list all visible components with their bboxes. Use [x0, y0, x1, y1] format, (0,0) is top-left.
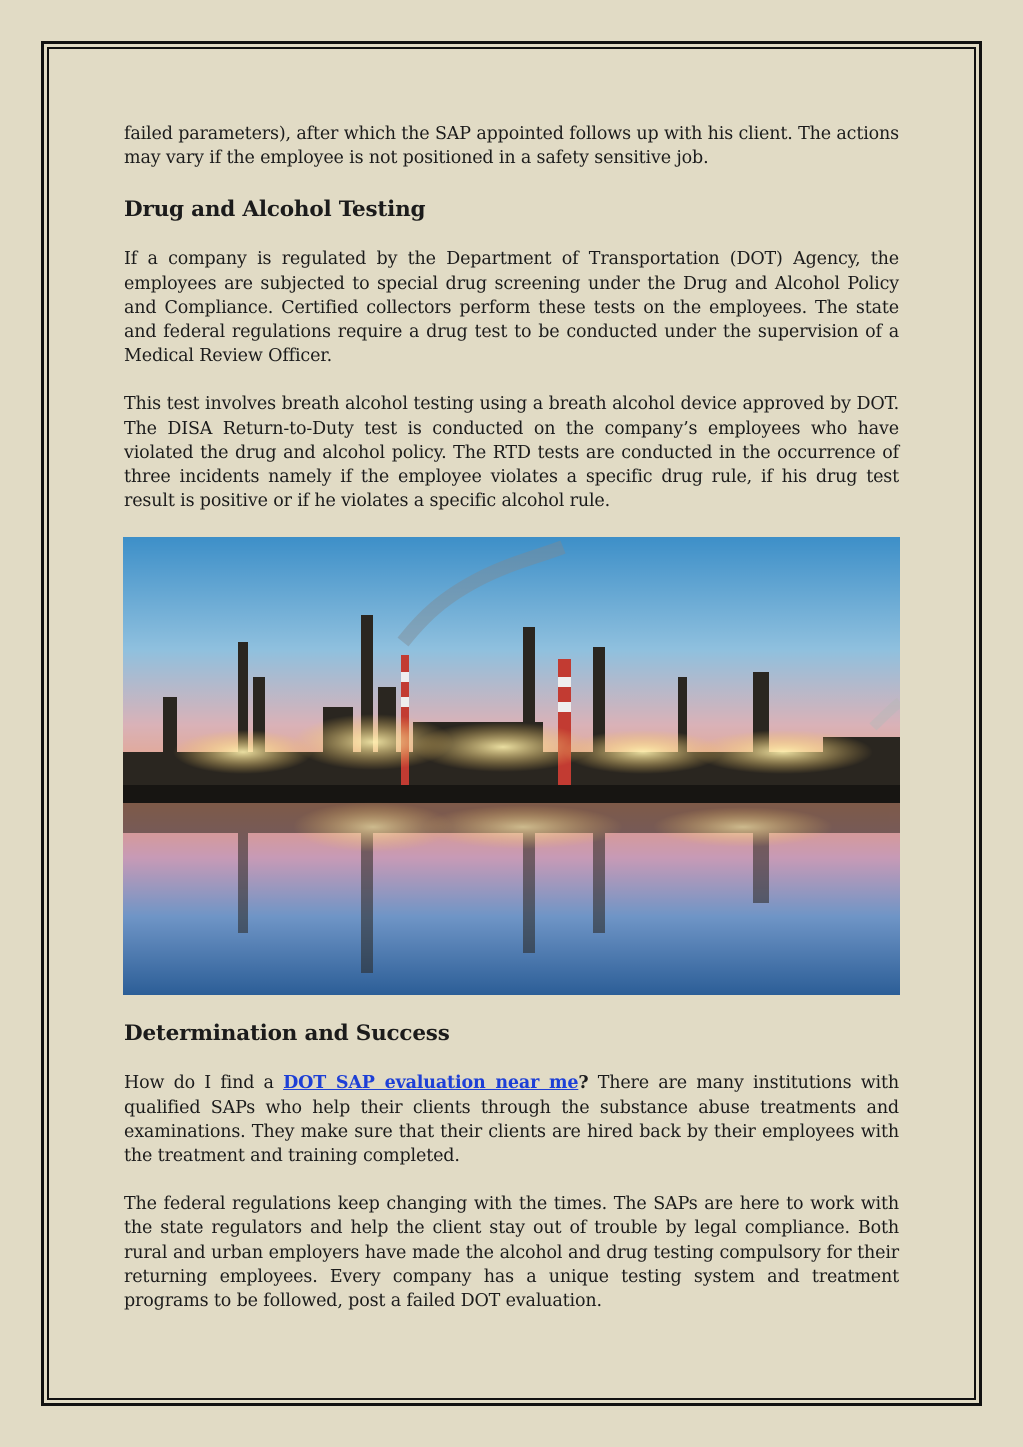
- determination-paragraph-1: [124, 1071, 899, 1168]
- refinery-photo: [123, 537, 899, 995]
- determination-heading: Determination and Success: [124, 1021, 450, 1047]
- det-p1-suffix: There are many institutions with qualified SAPs who help their clients through the substance abuse treatments and examinations. They make sure that their clients are hired back by their employees with the treatment and training completed.: [124, 1073, 899, 1167]
- det-p1-prefix: How do I find a: [124, 1073, 284, 1094]
- determination-paragraph-2: The federal regulations keep changing with the times. The SAPs are here to work with the state regulators and help the client stay out of trouble by legal compliance. Both rural and urban employers have made the alcohol and drug testing compulsory for their returning employees. Every company has a unique testing system and treatment programs to be followed, post a failed DOT evaluation.: [124, 1194, 899, 1312]
- det-p1-question-mark: ?: [578, 1073, 589, 1094]
- intro-paragraph: failed parameters), after which the SAP appointed follows up with his client. The actions may vary if the employee is not positioned in a safety sensitive job.: [124, 124, 899, 169]
- page-content: [124, 122, 899, 1313]
- drug-alcohol-heading: Drug and Alcohol Testing: [124, 197, 426, 223]
- dot-sap-evaluation-link[interactable]: DOT SAP evaluation near me: [283, 1073, 579, 1094]
- drug-paragraph-2: This test involves breath alcohol testing using a breath alcohol device approved by DOT. The DISA Return-to-Duty test is conducted on the company’s employees who have violated the drug and alcohol policy. The RTD tests are conducted in the occurrence of three incidents namely if the employee violates a specific drug rule, if his drug test result is positive or if he violates a specific alcohol rule.: [124, 394, 899, 512]
- drug-paragraph-1: If a company is regulated by the Department of Transportation (DOT) Agency, the employees are subjected to special drug screening under the Drug and Alcohol Policy and Compliance. Certified collectors perform these tests on the employees. The state and federal regulations require a drug test to be conducted under the supervision of a Medical Review Officer.: [124, 249, 899, 367]
